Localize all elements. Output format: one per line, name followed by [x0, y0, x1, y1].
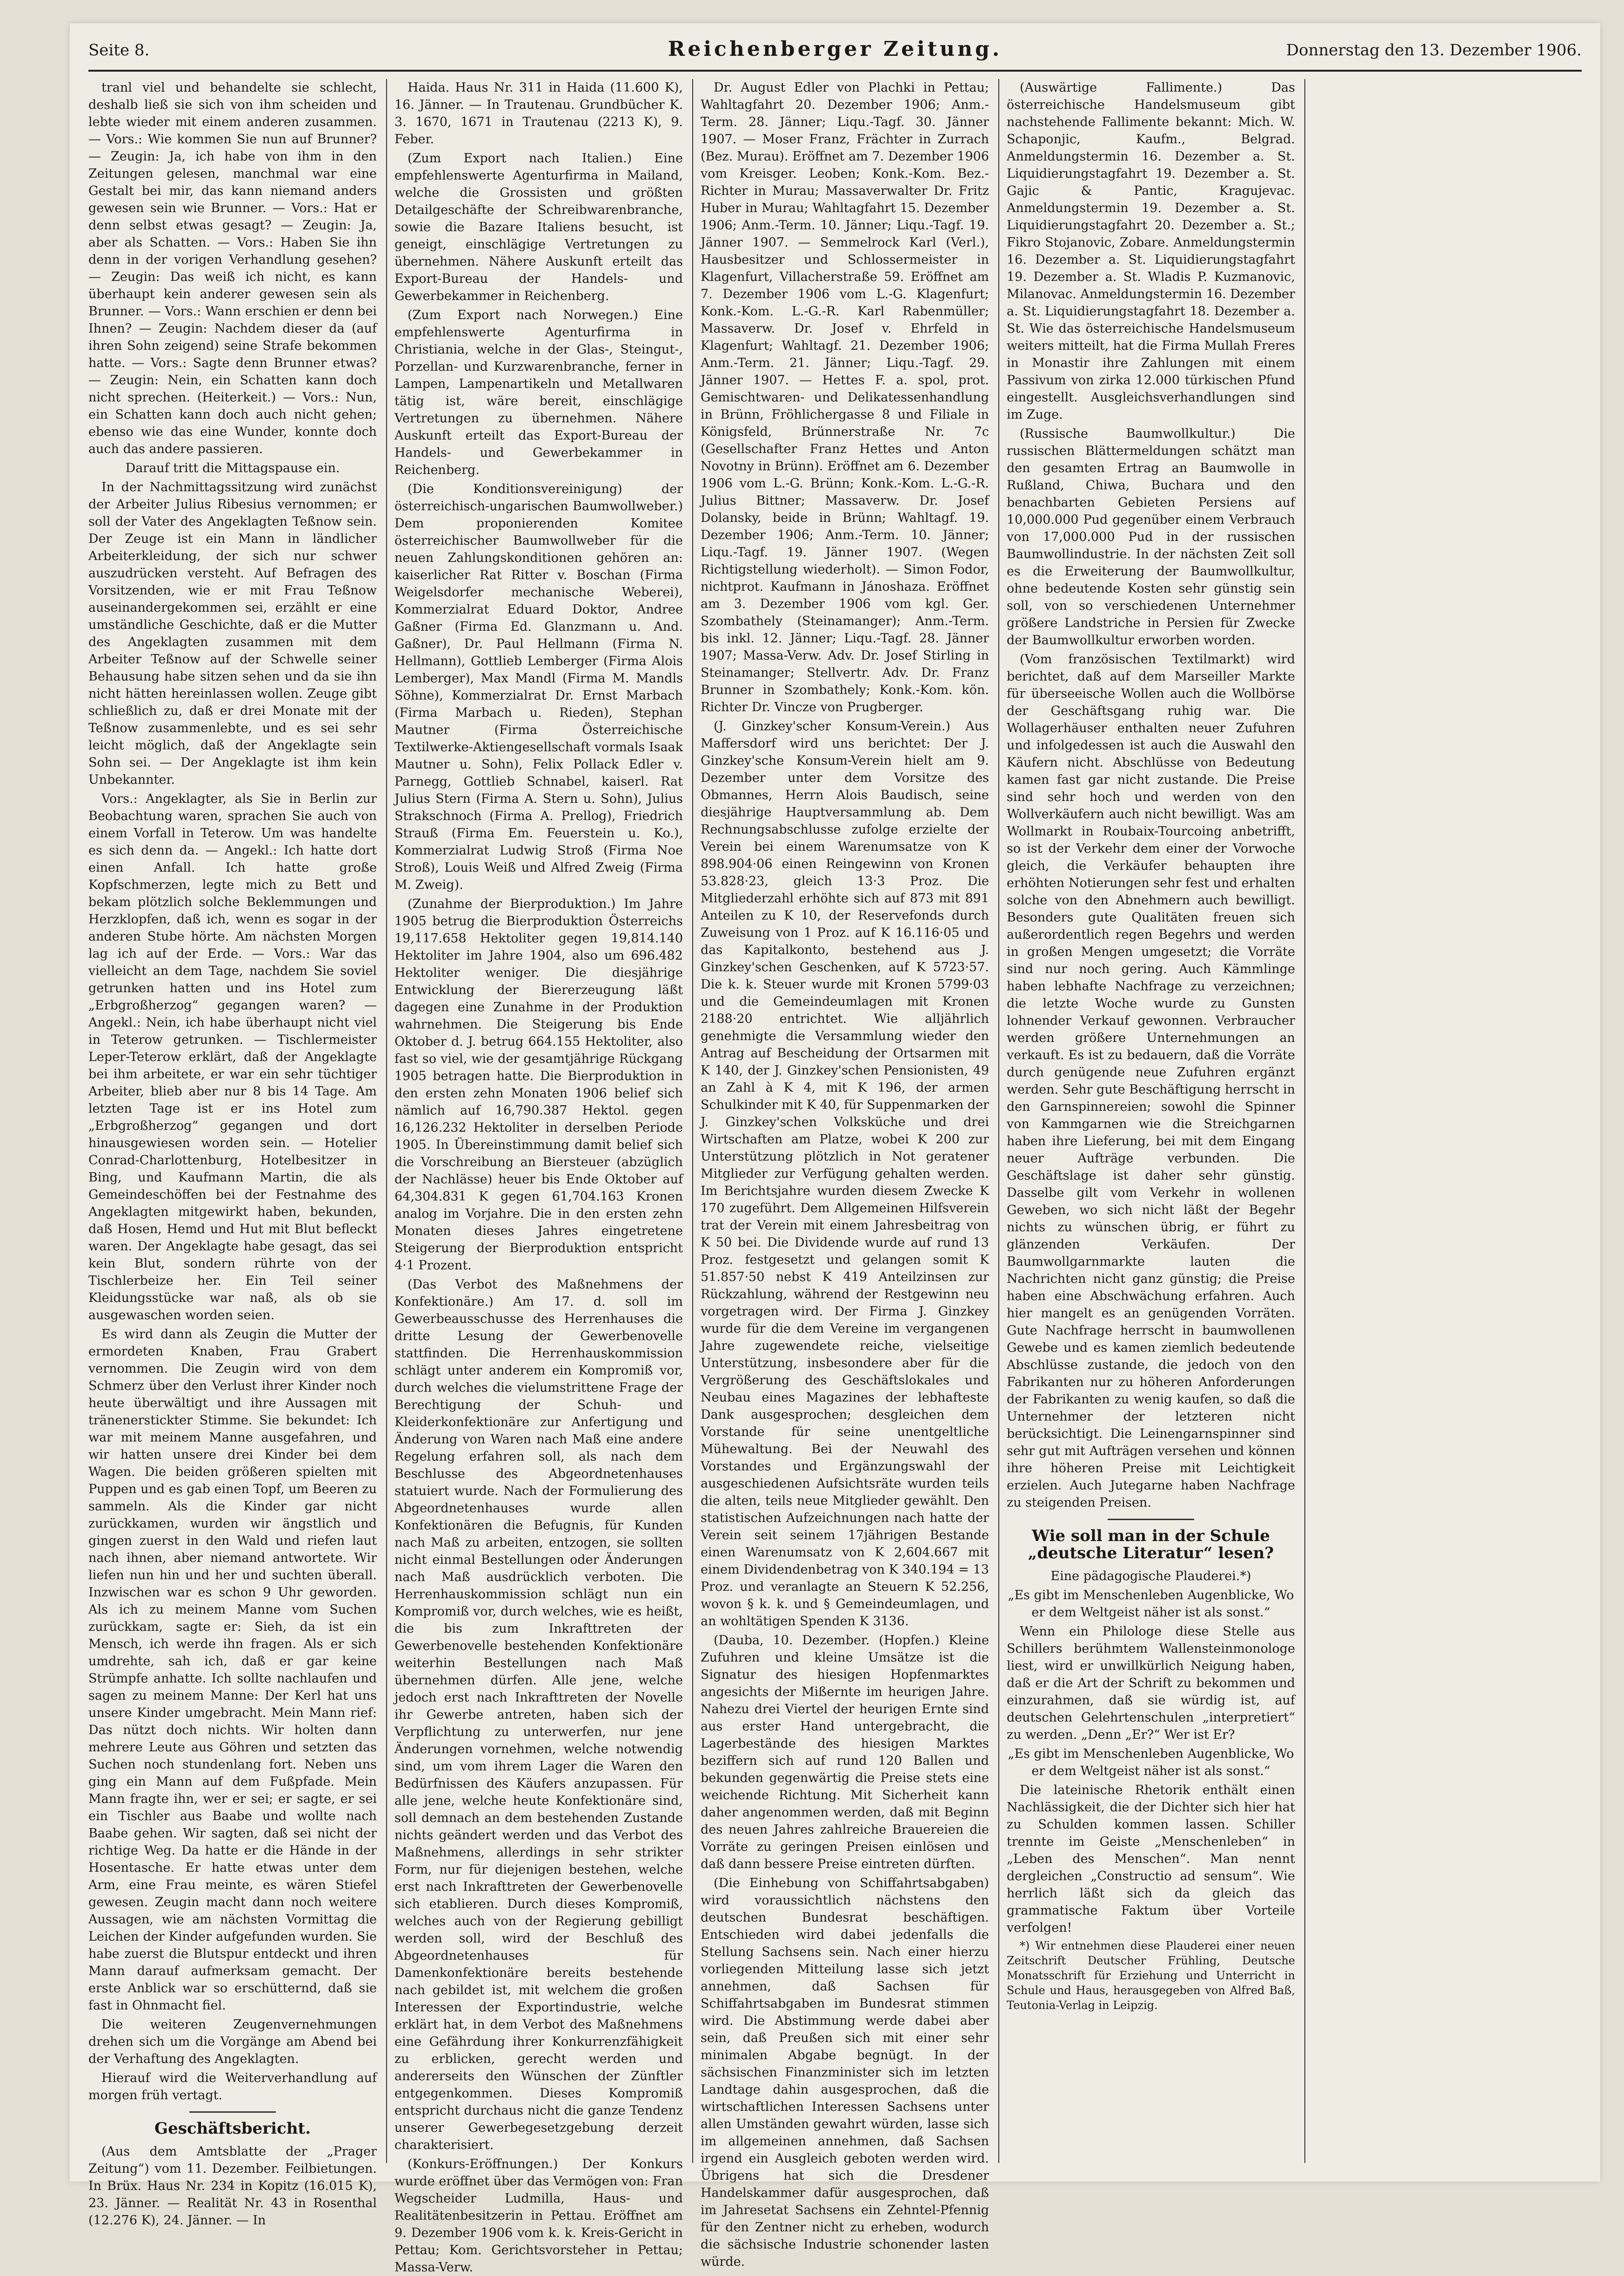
paragraph: Vors.: Angeklagter, als Sie in Berlin zur Beobachtung waren, sprachen Sie auch von einem Vorfall in Teterow. Um was handelte es sich denn da. — Angekl.: Ich hatte dort einen Anfall. Ich hatte große Kopfschmerzen, legte mich zu Bett und bekam plötzlich solche Beklemmungen und Herzklopfen, daß ich, wenn es sogar in der anderen Stube hörte. Am nächsten Morgen lag ich auf der Erde. — Vors.: War das vielleicht an dem Tage, nachdem Sie soviel getrunken hatten und ins Hotel zum „Erbgroßherzog“ gegangen waren? — Angekl.: Nein, ich habe überhaupt nicht viel in Teterow getrunken. — Tischlermeister Leper-Teterow erklärt, daß der Angeklagte bei ihm arbeitete, er war ein sehr tüchtiger Arbeiter, blieb aber nur 8 bis 14 Tage. Am letzten Tage ist er ins Hotel zum „Erbgroßherzog“ gegangen und dort hinausgewiesen worden sein. — Hotelier Conrad-Charlottenburg, Hotelbesitzer in Bing, und Kaufmann Martin, die als Gemeindeschöffen bei der Festnahme des Angeklagten mitgewirkt haben, bekunden, daß Hosen, Hemd und Hut mit Blut befleckt waren. Der Angeklagte habe gesagt, das sei kein Blut, sondern rührte von der Tischlerbeize her. Ein Teil seiner Kleidungsstücke war naß, als ob sie ausgewaschen worden seien.	[88, 792, 377, 1322]
quote: „Es gibt im Menschenleben Augenblicke, Wo er dem Weltgeist näher ist als sonst.“	[1008, 1747, 1294, 1778]
paragraph: (Die Einhebung von Schiffahrtsabgaben) wird voraussichtlich nächstens den deutschen Bundesrat beschäftigen. Entschieden wird dabei jedenfalls die Stellung Sachsens sein. Nach einer hierzu vorliegenden Mitteilung lasse sich jetzt annehmen, daß Sachsen für Schiffahrtsabgaben im Bundesrat stimmen wird. Die Abstimmung werde dabei aber sein, daß Preußen sich mit einer sehr minimalen Abgabe begnügt. In der sächsischen Finanzminister sich im letzten Landtage dahin ausgesprochen, daß die wirtschaftlichen Interessen Sachsens unter allen Umständen gewahrt würden, lasse sich im allgemeinen annehmen, daß Sachsen irgend ein Ausgleich geboten werden wird. Übrigens hat sich die Dresdener Handelskammer dafür ausgesprochen, daß im Jahresetat Sachsens ein Zehntel-Pfennig für den Zentner nicht zu erheben, wodurch die sächsische Industrie schonender lasten würde.	[701, 1876, 989, 2269]
paragraph: Die lateinische Rhetorik enthält einen Nachlässigkeit, die der Dichter sich hier hat zu Schulden kommen lassen. Schiller trennte im Geiste „Menschenleben“ in „Leben des Menschen“. Man nennt dergleichen „Constructio ad sensum“. Wie herrlich läßt sich da gleich das grammatische Faktum über Vorteile verfolgen!	[1007, 1783, 1295, 1935]
section-divider	[1108, 1519, 1194, 1520]
newspaper-title: Reichenberger Zeitung.	[668, 37, 1002, 61]
column-1	[88, 79, 377, 2228]
paragraph: Es wird dann als Zeugin die Mutter der ermordeten Knaben, Frau Grabert vernommen. Die Zeugin wird von dem Schmerz über den Verlust ihrer Kinder noch heute überwältigt und ihre Aussagen mit tränenerstickter Stimme. Sie bekundet: Ich war mit meinem Manne ausgefahren, und wir hatten unsere drei Kinder bei dem Wagen. Die beiden größeren spielten mit Puppen und es gab einen Topf, um Beeren zu sammeln. Als die Kinder gar nicht zurückkamen, wurden wir ängstlich und gingen zuerst in den Wald und riefen laut nach ihnen, aber niemand antwortete. Wir liefen nun hin und her und suchten überall. Inzwischen war es schon 9 Uhr geworden. Als ich zu meinem Manne vom Suchen zurückkam, sagte er: Sieh, da ist ein Mensch, ich werde ihn fragen. Als er sich umdrehte, sah ich, daß er gar keine Strümpfe anhatte. Ich sollte nachlaufen und sagen zu meinem Manne: Der Kerl hat uns unsere Kinder umgebracht. Mein Mann rief: Das nützt doch nichts. Wir holten dann mehrere Leute aus Göhren und setzten das Suchen noch stundenlang fort. Neben uns ging ein Mann auf dem Fußpfade. Mein Mann fragte ihn, wer er sei; er sagte, er sei ein Tischler aus Baabe und wollte nach Baabe gehen. Wir sagten, daß sei nicht der richtige Weg. Da hatte er die Hände in der Hosentasche. Er hatte etwas unter dem Arm, eine Frau meinte, es wären Stiefel gewesen. Zeugin macht dann noch weitere Aussagen, wie am nächsten Vormittag die Leichen der Kinder aufgefunden wurden. Sie habe zuerst die Blutspur entdeckt und ihren Mann darauf aufmerksam gemacht. Der erste Anblick war so erschütternd, daß sie fast in Ohnmacht fiel.	[88, 1327, 377, 2013]
feuilleton-subtitle: Eine pädagogische Plauderei.*)	[1050, 1569, 1251, 1583]
paragraph: (Aus dem Amtsblatte der „Prager Zeitung“) vom 11. Dezember. Feilbietungen. In Brüx. Haus Nr. 234 in Kopitz (16.015 K), 23. Jänner. — Realität Nr. 43 in Rosenthal (12.276 K), 24. Jänner. — In	[88, 2144, 377, 2228]
paragraph: (Zum Export nach Norwegen.) Eine empfehlenswerte Agenturfirma in Christiania, welche in der Glas-, Steingut-, Porzellan- und Kurzwarenbranche, ferner in Lampen, Lampenartikeln und Metallwaren tätig ist, wäre bereit, einschlägige Vertretungen zu übernehmen. Nähere Auskunft erteilt das Export-Bureau der Handels- und Gewerbekammer in Reichenberg.	[394, 308, 683, 477]
column-2	[394, 79, 683, 2275]
column-divider	[692, 79, 693, 2163]
column-3	[701, 79, 989, 2269]
section-title: Geschäftsbericht.	[154, 2119, 311, 2138]
column-divider	[1304, 79, 1305, 2163]
paragraph: In der Nachmittagssitzung wird zunächst der Arbeiter Julius Ribesius vernommen; er soll der Vater des Angeklagten Teßnow sein. Der Zeuge ist ein Mann in ländlicher Arbeiterkleidung, der sich nur schwer auszudrücken versteht. Auf Befragen des Vorsitzenden, wie er mit Frau Teßnow auseinandergekommen sei, erzählt er eine umständliche Geschichte, daß er die Mutter des Angeklagten zusammen mit dem Arbeiter Teßnow auf der Schwelle seiner Behausung habe sitzen sehen und da sie ihn nicht hätten hereinlassen wollen. Zeuge gibt schließlich zu, daß er drei Monate mit der Teßnow zusammenlebte, und es sei sehr leicht möglich, daß der Angeklagte sein Sohn sei. — Der Angeklagte ist ihm kein Unbekannter.	[88, 480, 377, 787]
paragraph: (Dauba, 10. Dezember. (Hopfen.) Kleine Zufuhren und kleine Umsätze ist die Signatur des hiesigen Hopfenmarktes angesichts der Mißernte im heurigen Jahre. Nahezu drei Viertel der heurigen Ernte sind aus erster Hand untergebracht, die Lagerbestände des hiesigen Marktes beziffern sich auf rund 120 Ballen und bekunden gegenwärtig die Preise stets eine weichende Richtung. Mit Sicherheit kann daher angenommen werden, daß mit Beginn des neuen Jahres zahlreiche Brauereien die Vorräte zu geringen Preisen einlösen und daß dann bessere Preise eintreten dürften.	[701, 1633, 989, 1871]
column-divider	[998, 79, 999, 2163]
paragraph: (Zum Export nach Italien.) Eine empfehlenswerte Agenturfirma in Mailand, welche die Grossisten und größten Detailgeschäfte der Schreibwarenbranche, sowie die Bazare Italiens besucht, ist geneigt, einschlägige Vertretungen zu übernehmen. Nähere Auskunft erteilt das Export-Bureau der Handels- und Gewerbekammer in Reichenberg.	[394, 151, 683, 303]
feuilleton-title: Wie soll man in der Schule „deutsche Literatur“ lesen?	[1028, 1527, 1274, 1562]
paragraph: Die weiteren Zeugenvernehmungen drehen sich um die Vorgänge am Abend bei der Verhaftung des Angeklagten.	[88, 2017, 377, 2066]
paragraph: Hierauf wird die Weiterverhandlung auf morgen früh vertagt.	[88, 2071, 377, 2102]
column-divider	[386, 79, 387, 2163]
page-header	[88, 37, 1582, 72]
paragraph: (Russische Baumwollkultur.) Die russischen Blättermeldungen schätzt man den gesamten Ertrag an Baumwolle in Rußland, Chiwa, Buchara und den benachbarten Gebieten Persiens auf 10,000.000 Pud gegenüber einem Verbrauch von 17,000.000 Pud in der russischen Baumwollindustrie. In der nächsten Zeit soll es die Erweiterung der Baumwollkultur, ohne bedeutende Kosten sehr günstig sein soll, von so verschiedenen Unternehmer größere Landstriche in Persien für Zwecke der Baumwollkultur erworben worden.	[1007, 427, 1295, 647]
paragraph: (Zunahme der Bierproduktion.) Im Jahre 1905 betrug die Bierproduktion Österreichs 19,117.658 Hektoliter gegen 19,814.140 Hektoliter im Jahre 1904, also um 696.482 Hektoliter weniger. Die diesjährige Entwicklung der Biererzeugung läßt dagegen eine Zunahme in der Produktion wahrnehmen. Die Steigerung bis Ende Oktober d. J. betrug 664.155 Hektoliter, also fast so viel, wie der gesamtjährige Rückgang 1905 betragen hatte. Die Bierproduktion in den ersten zehn Monaten 1906 belief sich nämlich auf 16,790.387 Hektol. gegen 16,126.232 Hektoliter in derselben Periode 1905. In Übereinstimmung damit belief sich die Vorschreibung an Biersteuer (abzüglich der Nachlässe) heuer bis Ende Oktober auf 64,304.831 K gegen 61,704.163 Kronen analog im Vorjahre. Die in den ersten zehn Monaten dieses Jahres eingetretene Steigerung der Bierproduktion entspricht 4·1 Prozent.	[394, 897, 683, 1273]
section-divider	[189, 2111, 276, 2113]
paragraph: (Das Verbot des Maßnehmens der Konfektionäre.) Am 17. d. soll im Gewerbeausschusse des Herrenhauses die dritte Lesung der Gewerbenovelle stattfinden. Die Herrenhauskommission schlägt unter anderem ein Kompromiß vor, durch welches die vielumstrittene Frage der Berechtigung der Schuh- und Kleiderkonfektionäre zur Anfertigung und Änderung von Waren nach Maß eine andere Regelung erfahren soll, als nach dem Beschlusse des Abgeordnetenhauses statuiert wurde. Nach der Formulierung des Abgeordnetenhauses wurde allen Konfektionären die Befugnis, für Kunden nach Maß zu arbeiten, entzogen, sie sollten nicht einmal Bestellungen oder Änderungen nach Maß ausdrücklich verboten. Die Herrenhauskommission schlägt nun ein Kompromiß vor, durch welches, wie es heißt, die bis zum Inkrafttreten der Gewerbenovelle bestehenden Konfektionäre weiterhin Bestellungen nach Maß übernehmen dürfen. Alle jene, welche jedoch erst nach Inkrafttreten der Novelle ihr Gewerbe antreten, haben sich der Verpflichtung zu unterwerfen, nur jene Änderungen vornehmen, welche notwendig sind, um vom ihrem Lager die Waren den Bedürfnissen des Käufers anzupassen. Für alle jene, welche heute Konfektionäre sind, soll demnach an dem bestehenden Zustande nichts geändert werden und das Verbot des Maßnehmens, allerdings in sehr strikter Form, nur für diejenigen bestehen, welche erst nach Inkrafttreten der Gewerbenovelle sich etablieren. Durch dieses Kompromiß, welches auch von der Regierung gebilligt werden soll, wird der Beschluß des Abgeordnetenhauses für Damenkonfektionäre bereits bestehende nach gebildet ist, mit welchem die großen Interessen der Exportindustrie, welche erklärt hat, in dem Verbot des Maßnehmens eine Gefährdung ihrer Konkurrenzfähigkeit zu erblicken, gerecht werden und andererseits den Wünschen der Zünftler entgegenkommen. Dieses Kompromiß entspricht durchaus nicht die ganze Tendenz unserer Gewerbegesetzgebung derzeit charakterisiert.	[394, 1277, 683, 2152]
paragraph: Haida. Haus Nr. 311 in Haida (11.600 K), 16. Jänner. — In Trautenau. Grundbücher K. 3. 1670, 1671 in Trautenau (2213 K), 9. Feber.	[394, 80, 683, 147]
paragraph: (Auswärtige Fallimente.) Das österreichische Handelsmuseum gibt nachstehende Fallimente bekannt: Mich. W. Schaponjic, Kaufm., Belgrad. Anmeldungstermin 16. Dezember a. St. Liquidierungstagfahrt 19. Dezember a. St. Gajic & Pantic, Kragujevac. Anmeldungstermin 19. Dezember a. St. Liquidierungstagfahrt 20. Dezember a. St.; Fikro Stojanovic, Zobare. Anmeldungstermin 16. Dezember a. St. Liquidierungstagfahrt 19. Dezember a. St. Wladis P. Kuzmanovic, Milanovac. Anmeldungstermin 16. Dezember a. St. Liquidierungstagfahrt 18. Dezember a. St. Wie das österreichische Handelsmuseum weiters mitteilt, hat die Firma Mullah Freres in Monastir ihre Zahlungen mit einem Passivum von zirka 12.000 türkischen Pfund eingestellt. Ausgleichsverhandlungen sind im Zuge.	[1007, 80, 1295, 422]
paragraph: Dr. August Edler von Plachki in Pettau; Wahltagfahrt 20. Dezember 1906; Anm.-Term. 28. Jänner; Liqu.-Tagf. 30. Jänner 1907. — Moser Franz, Frächter in Zurrach (Bez. Murau). Eröffnet am 7. Dezember 1906 vom Kreisger. Leoben; Konk.-Kom. Bez.-Richter in Murau; Massaverwalter Dr. Fritz Huber in Murau; Wahltagfahrt 15. Dezember 1906; Anm.-Term. 10. Jänner; Liqu.-Tagf. 19. Jänner 1907. — Semmelrock Karl (Verl.), Hausbesitzer und Schlossermeister in Klagenfurt, Villacherstraße 59. Eröffnet am 7. Dezember 1906 vom L.-G. Klagenfurt; Konk.-Kom. L.-G.-R. Karl Rabenmüller; Massaverw. Dr. Josef v. Ehrfeld in Klagenfurt; Wahltagf. 21. Dezember 1906; Anm.-Term. 21. Jänner; Liqu.-Tagf. 29. Jänner 1907. — Hettes F. a. spol, prot. Gemischtwaren- und Delikatessenhandlung in Brünn, Fröhlichergasse 8 und Filiale in Königsfeld, Brünnerstraße Nr. 7c (Gesellschafter Franz Hettes und Anton Novotny in Brünn). Eröffnet am 6. Dezember 1906 vom L.-G. Brünn; Konk.-Kom. L.-G.-R. Julius Bittner; Massaverw. Dr. Josef Dolansky, beide in Brünn; Wahltagf. 19. Dezember 1906; Anm.-Term. 10. Jänner; Liqu.-Tagf. 19. Jänner 1907. (Wegen Richtigstellung wiederholt). — Simon Fodor, nichtprot. Kaufmann in Jánoshaza. Eröffnet am 3. Dezember 1906 vom kgl. Ger. Szombathely (Steinamanger); Anm.-Term. bis inkl. 12. Jänner; Liqu.-Tagf. 28. Jänner 1907; Massa-Verw. Adv. Dr. Josef Stirling in Steinamanger; Stellvertr. Adv. Dr. Franz Brunner in Szombathely; Konk.-Kom. kön. Richter Dr. Vincze von Prugberger.	[701, 80, 989, 714]
paragraph: (Die Konditionsvereinigung) der österreichisch-ungarischen Baumwollweber.) Dem proponierenden Komitee österreichischer Baumwollweber für die neuen Zahlungskonditionen gehören an: kaiserlicher Rat Ritter v. Boschan (Firma Weigelsdorfer mechanische Weberei), Kommerzialrat Eduard Doktor, Andree Gaßner (Firma Ed. Glanzmann u. And. Gaßner), Dr. Paul Hellmann (Firma N. Hellmann), Gottlieb Lemberger (Firma Alois Lemberger), Max Mandl (Firma M. Mandls Söhne), Kommerzialrat Dr. Ernst Marbach (Firma Marbach u. Rieden), Stephan Mautner (Firma Österreichische Textilwerke-Aktiengesellschaft vormals Isaak Mautner u. Sohn), Felix Pollack Edler v. Parnegg, Gottlieb Schnabel, kaiserl. Rat Julius Stern (Firma A. Stern u. Sohn), Julius Strakschnoch (Firma A. Prellog), Friedrich Strauß (Firma Em. Feuerstein u. Ko.), Kommerzialrat Ludwig Stroß (Firma Noe Stroß), Louis Weiß und Alfred Zweig (Firma M. Zweig).	[394, 482, 683, 892]
article-columns	[88, 79, 1596, 2275]
paragraph: (Vom französischen Textilmarkt) wird berichtet, daß auf dem Marseiller Markte für überseeische Wollen auch die Wollbörse der Geschäftsgang ruhig war. Die Wollagerhäuser enthalten neuer Zufuhren und infolgedessen ist auch die Auswahl den Käufern nicht. Abschlüsse von Bedeutung kamen fast gar nicht zustande. Die Preise sind sehr hoch und werden von den Wollverkäufern auch nicht bewilligt. Was am Wollmarkt in Roubaix-Tourcoing anbetrifft, so ist der Verkehr dem einer der Vorwoche gleich, die Verkäufer behaupten ihre erhöhten Notierungen sehr fest und erhalten solche von den Abnehmern auch bewilligt. Besonders gute Qualitäten freuen sich außerordentlich regen Begehrs und werden in großen Mengen umgesetzt; die Vorräte sind nur noch gering. Auch Kämmlinge haben lebhafte Nachfrage zu verzeichnen; die letzte Woche wurde zu Gunsten lohnender Verkauf gewonnen. Verbraucher werden größere Unternehmungen an verkauft. Es ist zu bedauern, daß die Vorräte durch genügende neue Zufuhren ergänzt werden. Sehr gute Beschäftigung herrscht in den Garnspinnereien; sowohl die Spinner von Kammgarnen wie die Streichgarnen haben ihre Lieferung, bei mit dem Eingang neuer Aufträge verbunden. Die Geschäftslage ist daher sehr günstig. Dasselbe gilt vom Verkehr in wollenen Geweben, wo sich nicht läßt der Begehr nichts zu wünschen übrig, er führt zu glänzenden Verkäufen. Der Baumwollgarnmarkte lauten die Nachrichten nicht ganz günstig; die Preise haben eine Abschwächung erfahren. Auch hier mangelt es an genügenden Vorräten. Gute Nachfrage herrscht in baumwollenen Gewebe und es kamen ziemlich bedeutende Abschlüsse zustande, die jedoch von den Fabrikanten nur zu höheren Anforderungen der Fabrikanten zu wenig kaufen, so daß die Unternehmer der letzteren nicht berücksichtigt. Die Leinengarnspinner sind sehr gut mit Aufträgen versehen und können ihre höheren Preise mit Leichtigkeit erzielen. Auch Jutegarne haben Nachfrage zu steigenden Preisen.	[1007, 652, 1295, 1510]
newspaper-page	[70, 23, 1600, 2275]
paragraph: tranl viel und behandelte sie schlecht, deshalb ließ sie sich von ihm scheiden und lebte wieder mit einem anderen zusammen. — Vors.: Wie kommen Sie nun auf Brunner? — Zeugin: Ja, ich habe von ihm in den Zeitungen gelesen, manchmal war eine Gestalt bei mir, das kann niemand anders gewesen sein wie Brunner. — Vors.: Hat er denn selbst etwas gesagt? — Zeugin: Ja, aber als Schatten. — Vors.: Haben Sie ihn denn in der vorigen Verhandlung gesehen? — Zeugin: Das weiß ich nicht, es kann überhaupt kein anderer gewesen sein als Brunner. — Vors.: Wann erschien er denn bei Ihnen? — Zeugin: Nachdem dieser da (auf ihren Sohn zeigend) seine Strafe bekommen hatte. — Vors.: Sagte denn Brunner etwas? — Zeugin: Nein, ein Schatten kann doch nicht sprechen. (Heiterkeit.) — Vors.: Nun, ein Schatten kann doch auch nicht gehen; ebenso wie das eine Wunder, konnte doch auch das andere passieren.	[88, 80, 377, 456]
paragraph: Wenn ein Philologe diese Stelle aus Schillers berühmtem Wallensteinmonologe liest, wird er unwillkürlich Neigung haben, daß er die Art der Schrift zu bekommen und einzurahmen, daß sie würdig ist, auf deutschen Gelehrtenschulen „interpretiert“ zu werden. „Denn „Er?“ Wer ist Er?	[1007, 1624, 1295, 1742]
column-4	[1007, 79, 1295, 2163]
quote: „Es gibt im Menschenleben Augenblicke, Wo er dem Weltgeist näher ist als sonst.“	[1008, 1588, 1294, 1620]
issue-date: Donnerstag den 13. Dezember 1906.	[1286, 41, 1582, 60]
page-number: Seite 8.	[88, 41, 150, 60]
footnote: *) Wir entnehmen diese Plauderei einer neuen Zeitschrift Deutscher Frühling, Deutsche Monatsschrift für Erziehung und Unterricht in Schule und Haus, herausgegeben von Alfred Baß, Teutonia-Verlag in Leipzig.	[1007, 1939, 1295, 2012]
paragraph: (Konkurs-Eröffnungen.) Der Konkurs wurde eröffnet über das Vermögen von: Fran Wegscheider Ludmilla, Haus- und Realitätenbesitzerin in Pettau. Eröffnet am 9. Dezember 1906 vom k. k. Kreis-Gericht in Pettau; Kom. Gerichtsvorsteher in Pettau; Massa-Verw.	[394, 2157, 683, 2275]
paragraph: Darauf tritt die Mittagspause ein.	[125, 461, 340, 475]
paragraph: (J. Ginzkey'scher Konsum-Verein.) Aus Maffersdorf wird uns berichtet: Der J. Ginzkey'sche Konsum-Verein hielt am 9. Dezember unter dem Vorsitze des Obmannes, Herrn Alois Baudisch, seine diesjährige Hauptversammlung ab. Dem Rechnungsabschlusse zufolge erzielte der Verein bei einem Warenumsatze von K 898.904·06 einen Reingewinn von Kronen 53.828·23, gleich 13·3 Proz. Die Mitgliederzahl erhöhte sich auf 873 mit 891 Anteilen zu K 10, der Reservefonds durch Zuweisung von 1 Proz. auf K 16.116·05 und das Kapitalkonto, bestehend aus J. Ginzkey'schen Geschenken, auf K 5723·57. Die k. k. Steuer wurde mit Kronen 5799·03 und die Gemeindeumlagen mit Kronen 2188·20 entrichtet. Wie alljährlich genehmigte die Versammlung wieder den Antrag auf Bescheidung der Ortsarmen mit K 140, der J. Ginzkey'schen Pensionisten, 49 an Zahl à K 4, mit K 196, der armen Schulkinder mit K 40, für Suppenmarken der J. Ginzkey'schen Volksküche und drei Wirtschaften am Platze, wobei K 200 zur Unterstützung plötzlich in Not geratener Mitglieder zur Verfügung gehalten werden. Im Berichtsjahre wurden diesem Zwecke K 170 zugeführt. Dem Allgemeinen Hilfsverein trat der Verein mit einem Jahresbeitrag von K 50 bei. Die Dividende wurde auf rund 13 Proz. festgesetzt und gelangen somit K 51.857·50 nebst K 419 Anteilzinsen zur Rückzahlung, während der Restgewinn neu vorgetragen wird. Der Firma J. Ginzkey wurde für die dem Vereine im vergangenen Jahre zugewendete reiche, vielseitige Unterstützung, insbesondere aber für die Vergrößerung des Geschäftslokales und Neubau eines Magazines der lebhafteste Dank ausgesprochen; desgleichen dem Vorstande für seine unentgeltliche Mühewaltung. Bei der Neuwahl des Vorstandes und Ergänzungswahl der ausgeschiedenen Aufsichtsräte wurden teils die alten, teils neue Mitglieder gewählt. Den statistischen Aufzeichnungen nach hatte der Verein seit seinem 17jährigen Bestande einen Warenumsatz von K 2,604.667 mit einem Dividendenbetrag von K 340.194 = 13 Proz. und veranlagte an Steuern K 52.256, wovon § k. k. und § Gemeindeumlagen, und an wohltätigen Spenden K 3136.	[701, 719, 989, 1629]
